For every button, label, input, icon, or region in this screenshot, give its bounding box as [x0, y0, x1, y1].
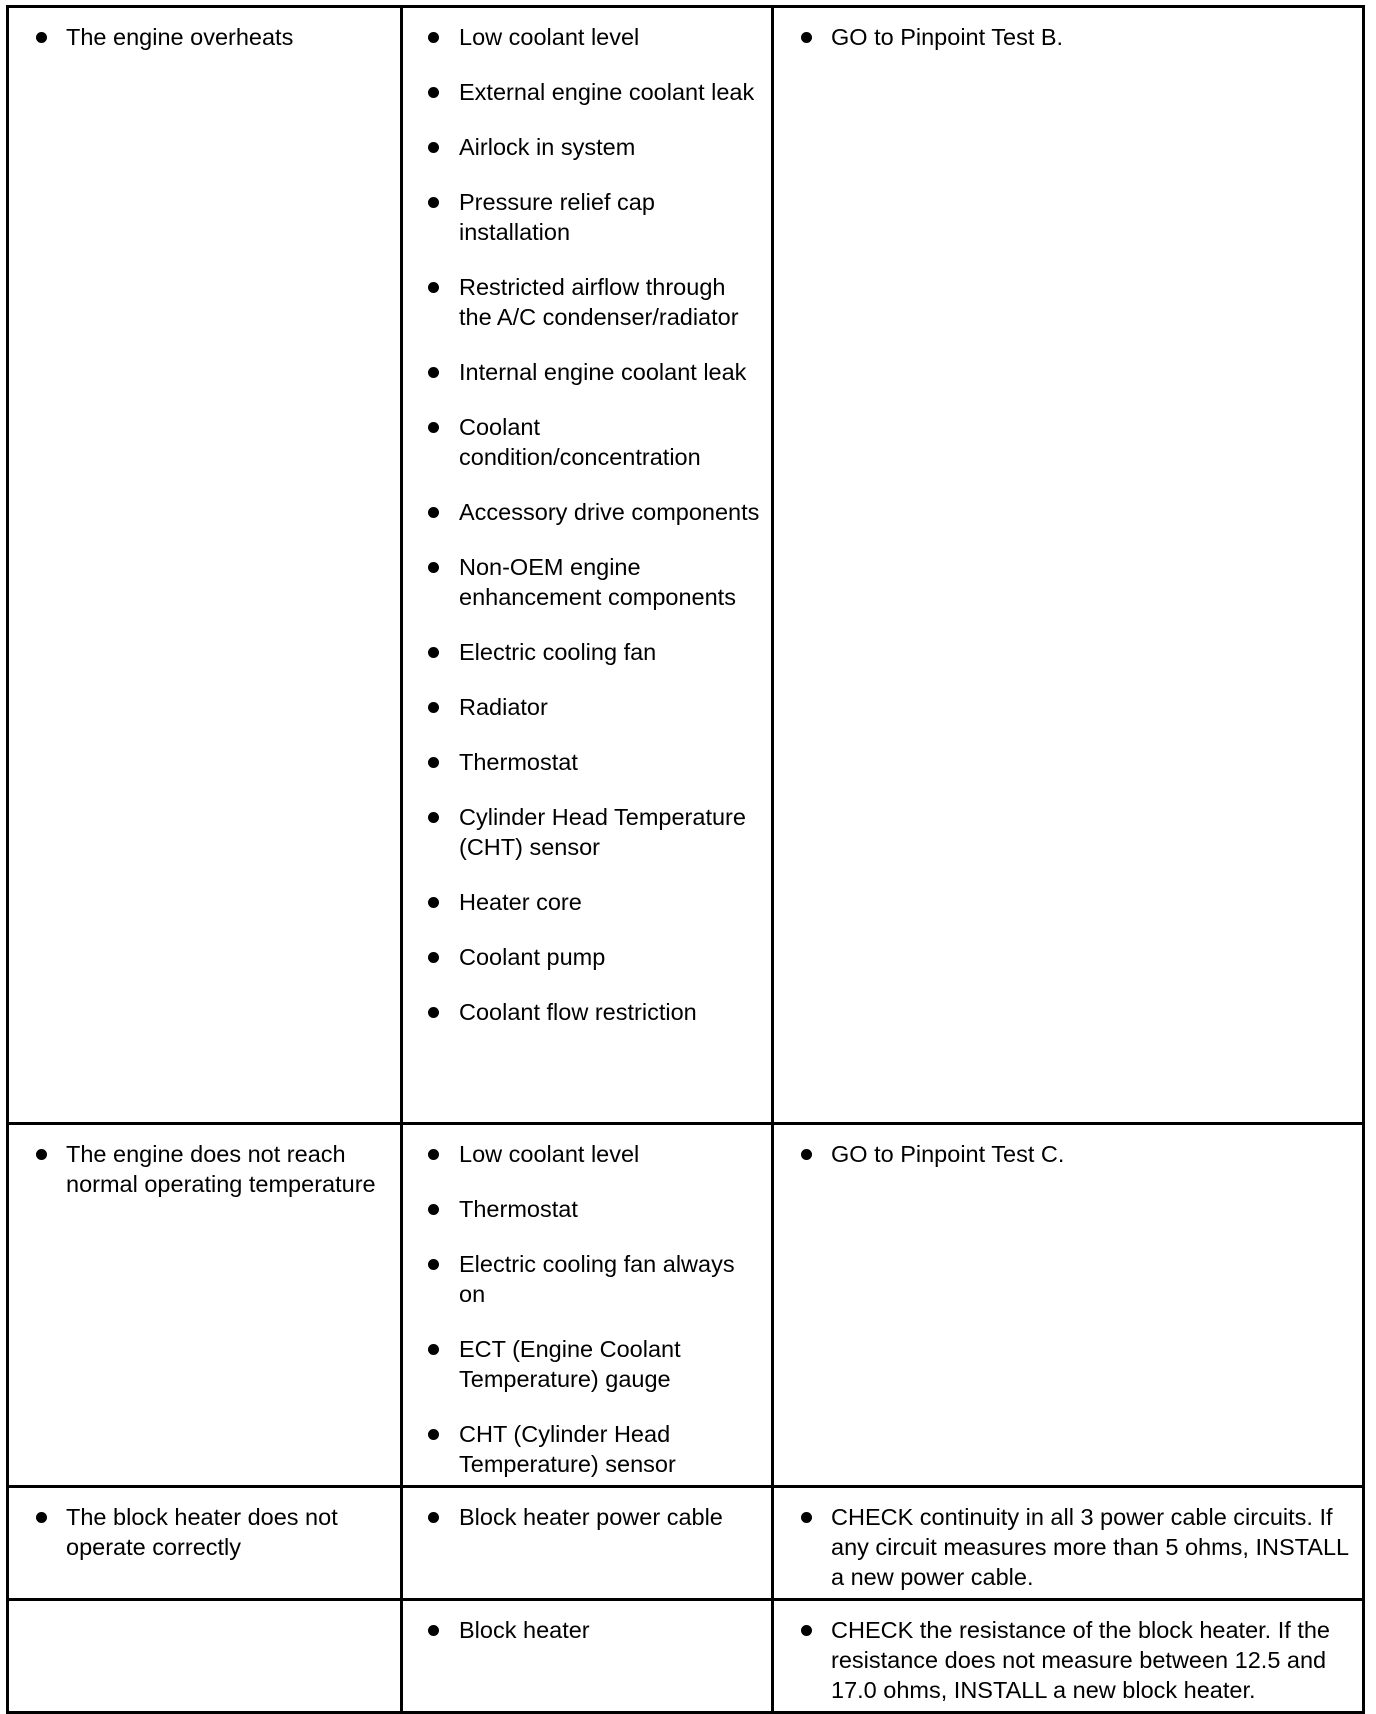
source-item: Airlock in system [403, 132, 763, 162]
source-item: CHT (Cylinder Head Temperature) sensor [403, 1419, 763, 1479]
table-row [8, 1600, 1364, 1713]
diagnosis-table-document [6, 5, 1362, 1703]
symptom-cell [8, 7, 402, 1124]
possible-source-cell [402, 1124, 773, 1487]
source-item: Thermostat [403, 747, 763, 777]
possible-source-cell [402, 1600, 773, 1713]
table-row [8, 1124, 1364, 1487]
source-item: Low coolant level [403, 1139, 763, 1169]
action-cell [773, 1124, 1364, 1487]
action-text: GO to Pinpoint Test B. [774, 22, 1354, 52]
possible-source-cell [402, 1487, 773, 1600]
table-row [8, 7, 1364, 1124]
source-item: External engine coolant leak [403, 77, 763, 107]
source-item: Restricted airflow through the A/C condenser/radiator [403, 272, 763, 332]
source-item: Cylinder Head Temperature (CHT) sensor [403, 802, 763, 862]
action-cell [773, 7, 1364, 1124]
symptom-cell [8, 1124, 402, 1487]
action-text: CHECK the resistance of the block heater. If the resistance does not measure between 12.5 and 17.0 ohms, INSTALL a new block heater. [774, 1615, 1354, 1705]
source-item: Pressure relief cap installation [403, 187, 763, 247]
action-cell [773, 1487, 1364, 1600]
source-item: Coolant flow restriction [403, 997, 763, 1027]
source-item: Electric cooling fan always on [403, 1249, 763, 1309]
action-text: GO to Pinpoint Test C. [774, 1139, 1354, 1169]
table-row [8, 1487, 1364, 1600]
symptom-text: The engine overheats [9, 22, 392, 52]
symptom-text: The block heater does not operate correctly [9, 1502, 392, 1562]
source-item: Thermostat [403, 1194, 763, 1224]
source-item: Coolant condition/concentration [403, 412, 763, 472]
source-item: Electric cooling fan [403, 637, 763, 667]
source-item: Low coolant level [403, 22, 763, 52]
source-item: Accessory drive components [403, 497, 763, 527]
action-text: CHECK continuity in all 3 power cable circuits. If any circuit measures more than 5 ohms, INSTALL a new power cable. [774, 1502, 1354, 1592]
source-item: Coolant pump [403, 942, 763, 972]
source-item: Radiator [403, 692, 763, 722]
source-item: Internal engine coolant leak [403, 357, 763, 387]
source-item: ECT (Engine Coolant Temperature) gauge [403, 1334, 763, 1394]
action-cell [773, 1600, 1364, 1713]
source-item: Block heater power cable [403, 1502, 763, 1532]
symptom-cell-empty [8, 1600, 402, 1713]
source-item: Block heater [403, 1615, 763, 1645]
source-item: Heater core [403, 887, 763, 917]
source-item: Non-OEM engine enhancement components [403, 552, 763, 612]
possible-source-cell [402, 7, 773, 1124]
symptom-text: The engine does not reach normal operating temperature [9, 1139, 392, 1199]
symptom-cell [8, 1487, 402, 1600]
symptom-chart-table [6, 5, 1365, 1714]
